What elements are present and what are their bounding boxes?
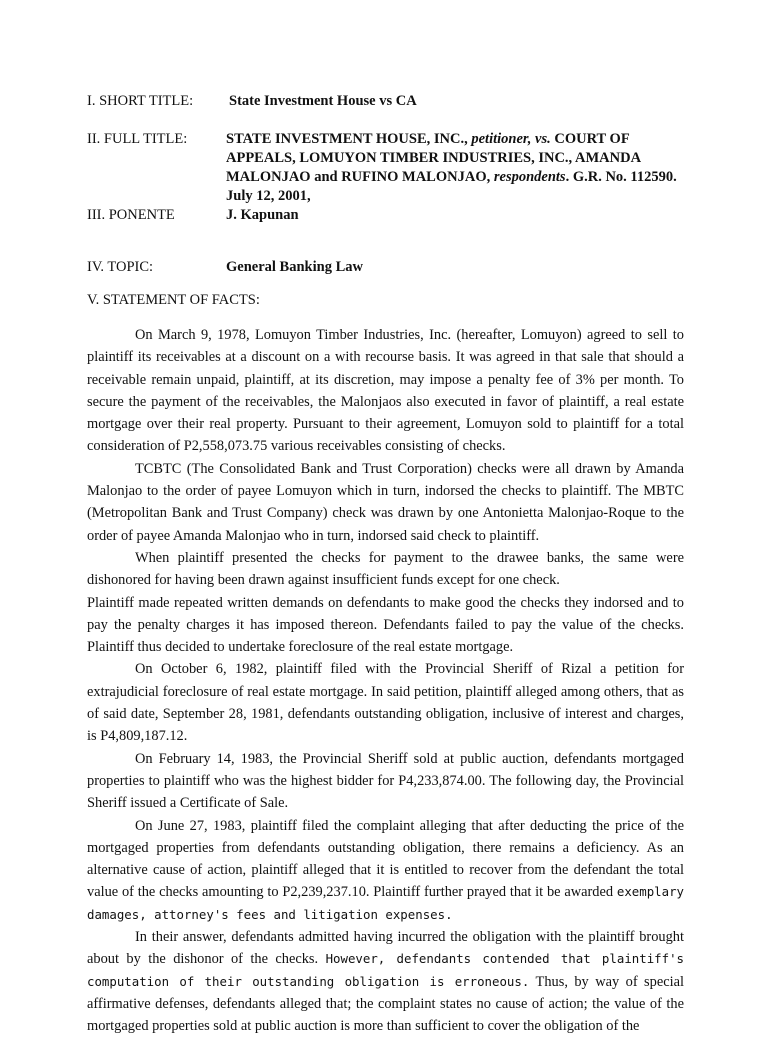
topic-label: IV. TOPIC: (87, 259, 154, 275)
full-title-respondents: respondents (493, 169, 566, 185)
facts-paragraph-5: On October 6, 1982, plaintiff filed with the Provincial Sheriff of Rizal a petition for extrajudicial foreclosure of real estate mortgage. In said petition, plaintiff alleged among others, that as of said date, September 28, 1981, defendants outstanding obligation, inclusive of interest and charges, is P4,809,187.12. (87, 661, 684, 745)
facts-paragraph-8-start: In their answer, defendants admitted having incurred the obligation with the plaintiff brought about by the dishonor of the checks. (87, 929, 684, 968)
ponente-row (87, 206, 684, 225)
facts-paragraph-4: Plaintiff made repeated written demands on defendants to make good the checks they indorsed and to pay the penalty charges it has imposed thereon. Defendants failed to pay the value of the checks. Plaintiff thus decided to undertake foreclosure of the real estate mortgage. (87, 594, 684, 656)
facts-paragraph-7-text: On June 27, 1983, plaintiff filed the complaint alleging that after deducting the price of the mortgaged properties from defendants outstanding obligation, there remains a deficiency. As an alternative cause of action, plaintiff alleged that it is entitled to recover from the defendant the total value of the checks amounting to P2,239,237.10. Plaintiff further prayed that it be awarded (87, 817, 684, 901)
facts-paragraph-7 (87, 815, 684, 926)
full-title-row (87, 130, 684, 206)
facts-body (87, 324, 684, 1038)
facts-paragraph-2: TCBTC (The Consolidated Bank and Trust Corporation) checks were all drawn by Amanda Malonjao to the order of payee Lomuyon which in turn, indorsed the checks to plaintiff. The MBTC (Metropolitan Bank and Trust Company) check was drawn by one Antonietta Malonjao-Roque to the order of payee Amanda Malonjao who in turn, indorsed said check to plaintiff. (87, 460, 684, 544)
short-title-row (87, 92, 684, 111)
full-title-part2: COURT OF APPEALS, LOMUYON TIMBER INDUSTRIES, INC., AMANDA MALONJAO and RUFINO MALONJAO, (226, 131, 641, 185)
full-title-value (226, 130, 684, 206)
facts-paragraph-1: On March 9, 1978, Lomuyon Timber Industries, Inc. (hereafter, Lomuyon) agreed to sell to plaintiff its receivables at a discount on a with recourse basis. It was agreed in that sale that should a receivable remain unpaid, plaintiff, at its discretion, may impose a penalty fee of 3% per month. To secure the payment of the receivables, the Malonjaos also executed in favor of plaintiff, a real estate mortgage over their real property. Pursuant to their agreement, Lomuyon sold to plaintiff for a total consideration of P2,558,073.75 various receivables consisting of checks. (87, 327, 684, 455)
facts-paragraph-6: On February 14, 1983, the Provincial Sheriff sold at public auction, defendants mortgaged properties to plaintiff who was the highest bidder for P4,233,874.00. The following day, the Provincial Sheriff issued a Certificate of Sale. (87, 750, 684, 812)
short-title-value: State Investment House vs CA (229, 93, 417, 109)
facts-paragraph-8-mid: However, defendants contended that plaintiff's computation of their outstanding obligation is erroneous. (87, 951, 684, 989)
full-title-part3: . G.R. No. 112590. July 12, 2001, (226, 169, 677, 204)
ponente-value: J. Kapunan (226, 207, 299, 223)
full-title-petitioner: petitioner, vs. (471, 131, 551, 147)
full-title-label: II. FULL TITLE: (87, 131, 188, 147)
short-title-label: I. SHORT TITLE: (87, 93, 194, 109)
full-title-part1: STATE INVESTMENT HOUSE, INC., (226, 131, 468, 147)
topic-value: General Banking Law (226, 259, 363, 275)
facts-paragraph-8 (87, 926, 684, 1037)
facts-heading: V. STATEMENT OF FACTS: (87, 292, 260, 308)
ponente-label: III. PONENTE (87, 207, 175, 223)
topic-row (87, 258, 684, 277)
facts-paragraph-8-end: Thus, by way of special affirmative defenses, defendants alleged that; the complaint states no cause of action; the value of the mortgaged properties sold at public auction is more than sufficient to cover the obligation of the (87, 973, 685, 1035)
facts-paragraph-7-tail: exemplary damages, attorney's fees and litigation expenses. (87, 884, 685, 922)
facts-paragraph-3: When plaintiff presented the checks for payment to the drawee banks, the same were dishonored for having been drawn against insufficient funds except for one check. (87, 549, 684, 589)
